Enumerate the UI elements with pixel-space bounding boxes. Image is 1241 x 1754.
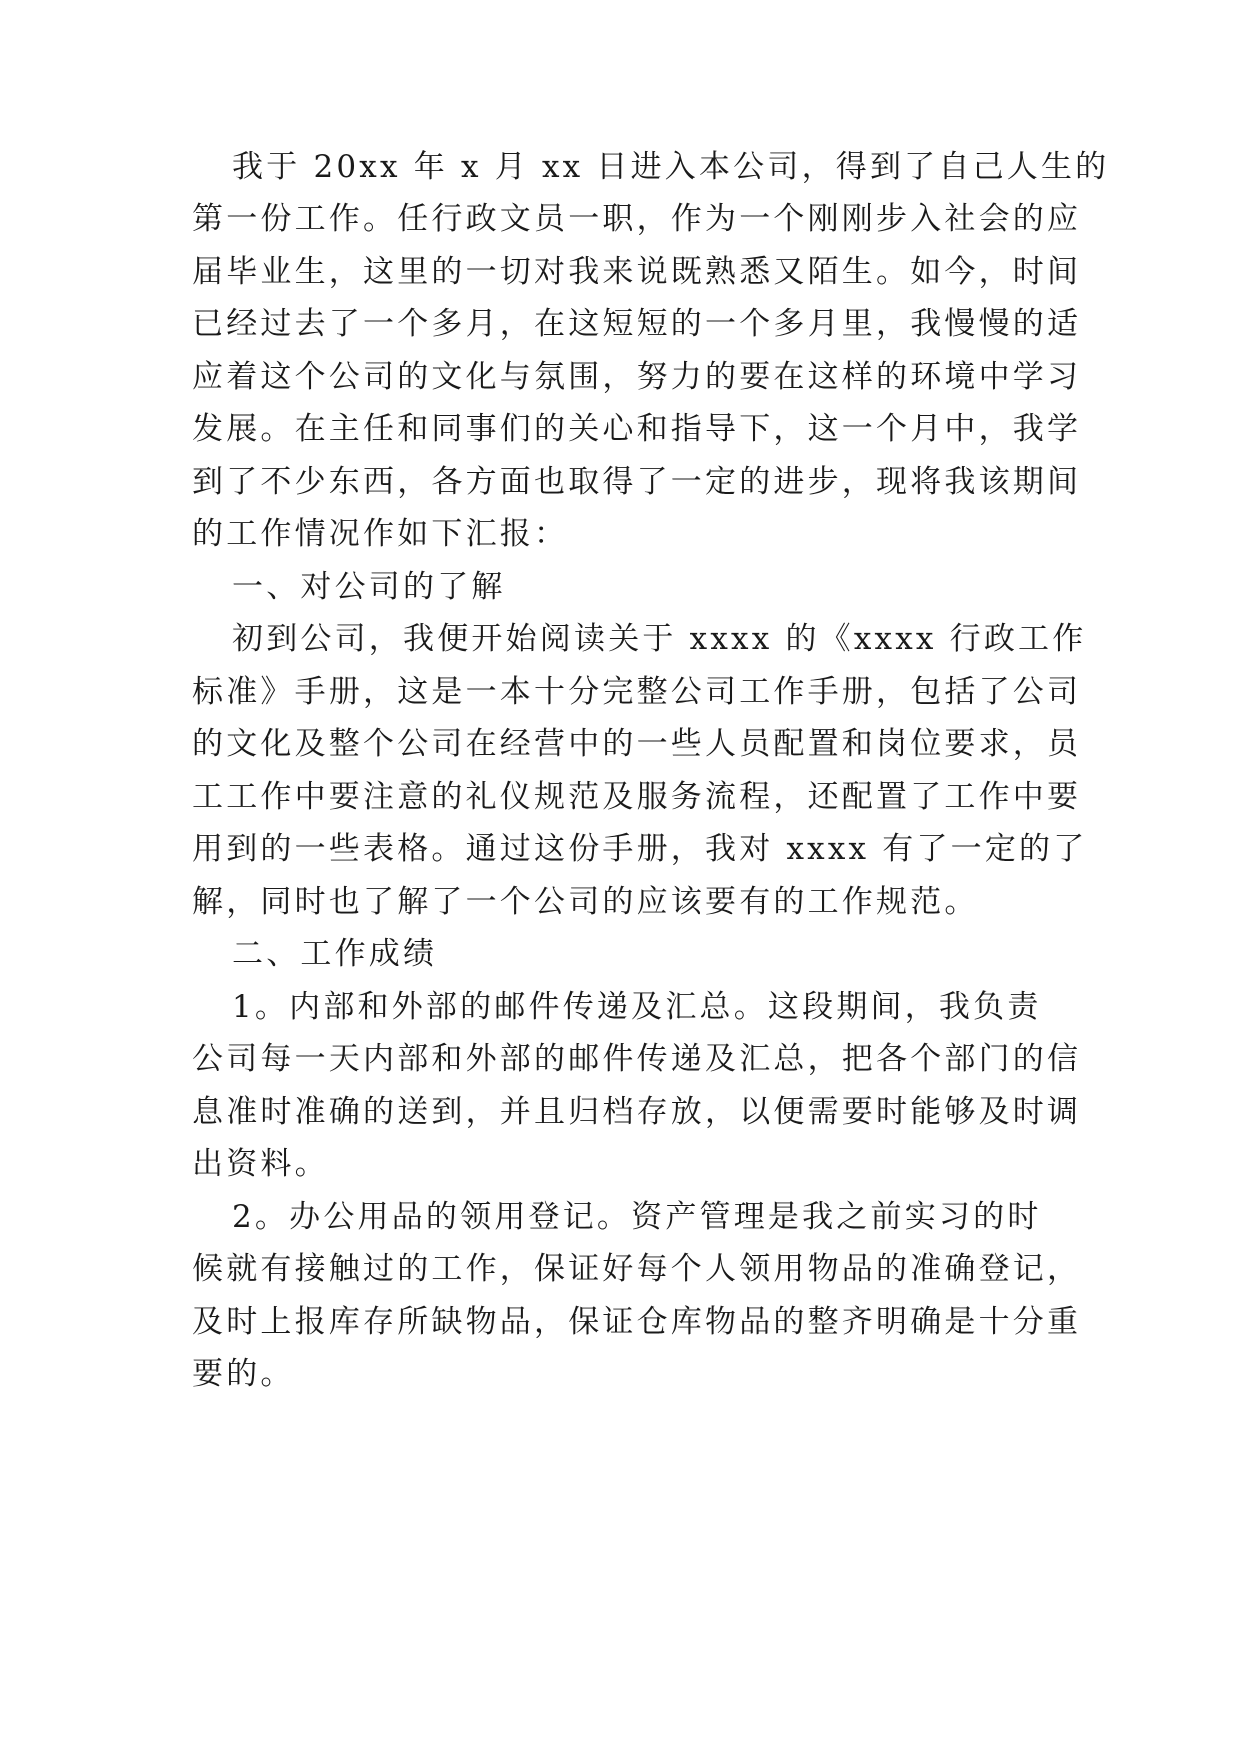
paragraph-4-line-2: 候就有接触过的工作，保证好每个人领用物品的准确登记， — [192, 1251, 1082, 1287]
paragraph-1-line-4: 已经过去了一个多月，在这短短的一个多月里，我慢慢的适 — [192, 306, 1082, 342]
paragraph-1-line-2: 第一份工作。任行政文员一职，作为一个刚刚步入社会的应 — [192, 201, 1082, 237]
paragraph-3-line-2: 公司每一天内部和外部的邮件传递及汇总，把各个部门的信 — [192, 1041, 1082, 1077]
paragraph-1-line-7: 到了不少东西，各方面也取得了一定的进步，现将我该期间 — [192, 464, 1082, 500]
paragraph-1-line-5: 应着这个公司的文化与氛围，努力的要在这样的环境中学习 — [192, 359, 1082, 395]
paragraph-4-line-3: 及时上报库存所缺物品，保证仓库物品的整齐明确是十分重 — [192, 1304, 1082, 1340]
paragraph-3-line-1: 1。内部和外部的邮件传递及汇总。这段期间，我负责 — [232, 989, 1042, 1025]
paragraph-1-line-6: 发展。在主任和同事们的关心和指导下，这一个月中，我学 — [192, 411, 1082, 447]
paragraph-1-line-1: 我于 20xx 年 x 月 xx 日进入本公司，得到了自己人生的 — [232, 149, 1110, 185]
section-heading-2: 二、工作成绩 — [232, 936, 438, 972]
paragraph-2-line-5: 用到的一些表格。通过这份手册，我对 xxxx 有了一定的了 — [192, 831, 1088, 867]
paragraph-1-line-3: 届毕业生，这里的一切对我来说既熟悉又陌生。如今，时间 — [192, 254, 1082, 290]
paragraph-2-line-1: 初到公司，我便开始阅读关于 xxxx 的《xxxx 行政工作 — [232, 621, 1087, 657]
paragraph-3-line-4: 出资料。 — [192, 1146, 329, 1182]
paragraph-1-line-8: 的工作情况作如下汇报： — [192, 516, 569, 552]
paragraph-2-line-6: 解，同时也了解了一个公司的应该要有的工作规范。 — [192, 884, 979, 920]
paragraph-2-line-4: 工工作中要注意的礼仪规范及服务流程，还配置了工作中要 — [192, 779, 1082, 815]
paragraph-2-line-3: 的文化及整个公司在经营中的一些人员配置和岗位要求，员 — [192, 726, 1082, 762]
paragraph-4-line-4: 要的。 — [192, 1356, 295, 1392]
paragraph-2-line-2: 标准》手册，这是一本十分完整公司工作手册，包括了公司 — [192, 674, 1082, 710]
paragraph-3-line-3: 息准时准确的送到，并且归档存放，以便需要时能够及时调 — [192, 1094, 1082, 1130]
paragraph-4-line-1: 2。办公用品的领用登记。资产管理是我之前实习的时 — [232, 1199, 1042, 1235]
section-heading-1: 一、对公司的了解 — [232, 569, 506, 605]
